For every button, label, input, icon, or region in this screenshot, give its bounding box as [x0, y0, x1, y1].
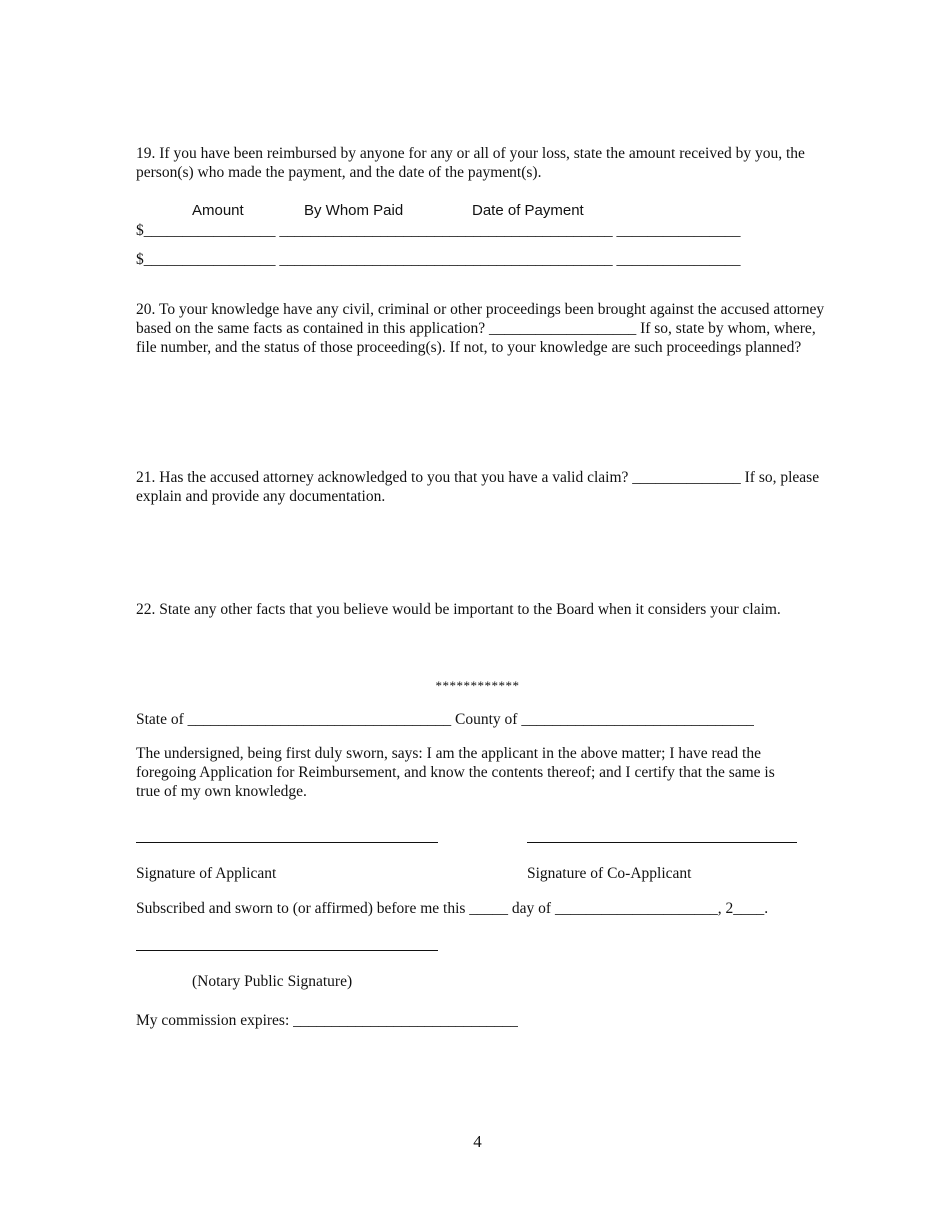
- applicant-signature-line[interactable]: [136, 842, 438, 843]
- co-applicant-signature-line[interactable]: [527, 842, 797, 843]
- header-date-of-payment: Date of Payment: [472, 202, 584, 219]
- payment-row-1[interactable]: $_________________ ___________________________________________ ________________: [136, 222, 741, 239]
- notary-signature-line[interactable]: [136, 950, 438, 951]
- notary-signature-label: (Notary Public Signature): [192, 973, 353, 990]
- payment-row-2[interactable]: $_________________ ___________________________________________ ________________: [136, 251, 741, 268]
- question-19: 19. If you have been reimbursed by anyone for any or all of your loss, state the amount received by you, the person(s) who made the payment, and the date of the payment(s).: [136, 145, 805, 181]
- oath-statement: The undersigned, being first duly sworn, says: I am the applicant in the above matter; I have read the foregoing Application for Reimbursement, and know the contents thereof; and I certify that the same is true of my own knowledge.: [136, 745, 775, 800]
- header-by-whom-paid: By Whom Paid: [304, 202, 404, 219]
- question-22: 22. State any other facts that you believe would be important to the Board when it considers your claim.: [136, 601, 781, 618]
- state-county-line[interactable]: State of __________________________________ County of ______________________________: [136, 711, 754, 728]
- section-separator: ************: [435, 678, 520, 693]
- applicant-signature-label: Signature of Applicant: [136, 865, 277, 882]
- subscribed-sworn-line[interactable]: Subscribed and sworn to (or affirmed) before me this _____ day of _____________________, 2____.: [136, 900, 769, 917]
- question-20: 20. To your knowledge have any civil, criminal or other proceedings been brought against the accused attorney based on the same facts as contained in this application? ___________________ If so, state by whom, where, file number, and the status of those proceeding(s). If not, to your knowledge are such proceedings planned?: [136, 301, 825, 356]
- page-number: 4: [473, 1132, 482, 1151]
- co-applicant-signature-label: Signature of Co-Applicant: [527, 865, 692, 882]
- header-amount: Amount: [192, 202, 244, 219]
- commission-expires-line[interactable]: My commission expires: _____________________________: [136, 1012, 518, 1029]
- question-21: 21. Has the accused attorney acknowledged to you that you have a valid claim? ______________ If so, please explain and provide any documentation.: [136, 469, 820, 505]
